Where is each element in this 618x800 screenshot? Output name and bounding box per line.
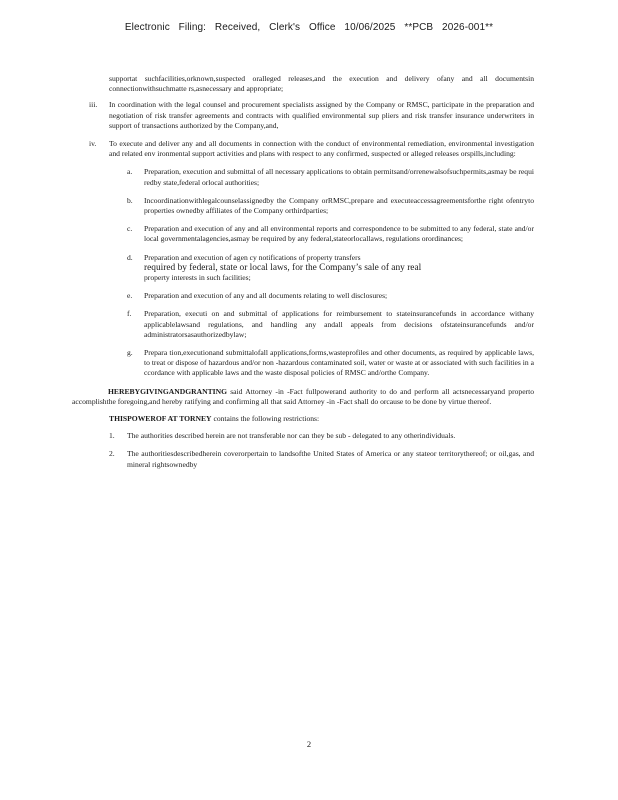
list-text-line: Preparation and execution of agen cy notifications of property transfers [144, 252, 361, 262]
list-label: a. [127, 167, 133, 177]
list-label: 1. [109, 431, 115, 441]
list-text: Prepara tion,executionand submittalofall applications,forms,wasteprofiles and other documents, as required by applicable laws, to treat or dispose of hazardous and/or non -hazardous contaminated soil, water or waste at or associated with such facilities in a ccordance with applicable laws and the waste disposal policies of RMSC and/orthe Company. [144, 348, 534, 378]
list-text-line: property interests in such facilities; [144, 273, 251, 283]
restrictions-paragraph [109, 414, 534, 424]
list-label: d. [127, 252, 133, 262]
list-item-d [72, 253, 534, 284]
list-label: 2. [109, 449, 115, 459]
list-item-a [72, 167, 534, 187]
list-text: Preparation, execution and submittal of all necessary applications to obtain permitsand/orrenewalsofsuchpermits,asmay be requi redby state,federal orlocal authorities; [144, 167, 534, 187]
list-text: To execute and deliver any and all documents in connection with the conduct of environmental remediation, environmental investigation and related env ironmental support activities and plans with respect to any confirmed, suspected or alleged releases orspills,including: [109, 139, 534, 159]
list-item-f [72, 309, 534, 340]
restriction-item-2 [72, 449, 534, 469]
list-label: g. [127, 348, 133, 358]
list-item-e [72, 291, 534, 301]
list-text: The authorities described herein are not transferable nor can they be sub - delegated to any otherindividuals. [127, 431, 456, 441]
list-text: Preparation and execution of any and all documents relating to well disclosures; [144, 291, 388, 301]
list-item-c [72, 224, 534, 244]
list-text: Preparation, executi on and submittal of applications for reimbursement to stateinsurancefunds in accordance withany applicablelawsand regulations, and handling any andall appeals from decisions ofstateinsurancefunds and/or administratorsasauthorizedbylaw; [144, 309, 534, 339]
list-text: The authoritiesdescribedherein coverorpertain to landsofthe United States of America or any stateor territorythereof; or oil,gas, and mineral rightsownedby [127, 449, 534, 469]
restrictions-heading: THISPOWEROF AT TORNEY [109, 414, 212, 424]
list-label: e. [127, 291, 133, 301]
list-label: iii. [89, 100, 98, 110]
page-number: 2 [306, 739, 312, 749]
restriction-item-1 [72, 431, 534, 441]
list-label: c. [127, 224, 133, 234]
list-text: In coordination with the legal counsel and procurement specialists assigned by the Company or RMSC, participate in the preparation and negotiation of risk transfer agreements and contracts with qualified environmental sup pliers and risk transfer insurance underwriters in support of transactions authorized by the Company,and, [109, 100, 534, 130]
list-text-line: required by federal, state or local laws, for the Company’s sale of any real [144, 262, 422, 273]
granting-heading: HEREBYGIVINGANDGRANTING [108, 386, 227, 396]
granting-paragraph [72, 387, 534, 407]
filing-header: Electronic Filing: Received, Clerk's Office 10/06/2025 **PCB 2026-001** [124, 22, 494, 33]
granting-text: said Attorney -in -Fact fullpowerand authority to do and perform all actsnecessaryand properto accomplishthe foregoing,and hereby ratifying and confirming all that said Attorney -in -Fact shall do orcause to be done by virtue thereof. [72, 386, 534, 406]
list-item-g [72, 348, 534, 379]
list-item-b [72, 196, 534, 216]
list-label: iv. [89, 139, 97, 149]
list-item-iv [72, 139, 534, 159]
list-item-iii [72, 100, 534, 131]
list-label: f. [127, 309, 132, 319]
continuation-paragraph: supportat suchfacilities,orknown,suspected oralleged releases,and the execution and delivery ofany and all documentsin connectionwithsuchmatte rs,asnecessary and appropriate; [109, 74, 534, 94]
document-body [72, 74, 534, 470]
list-text: Preparation and execution of any and all environmental reports and correspondence to be submitted to any federal, state and/or local governmentalagencies,asmay be required by any federal,stateorlocallaws, regulations orordinances; [144, 224, 534, 244]
restrictions-text: contains the following restrictions: [211, 414, 320, 424]
list-text: Incoordinationwithlegalcounselassignedby the Company orRMSC,prepare and executeaccessagreementsforthe right ofentryto properties ownedby affiliates of the Company orthirdparties; [144, 195, 534, 216]
list-label: b. [127, 195, 133, 205]
list-text [144, 253, 534, 284]
